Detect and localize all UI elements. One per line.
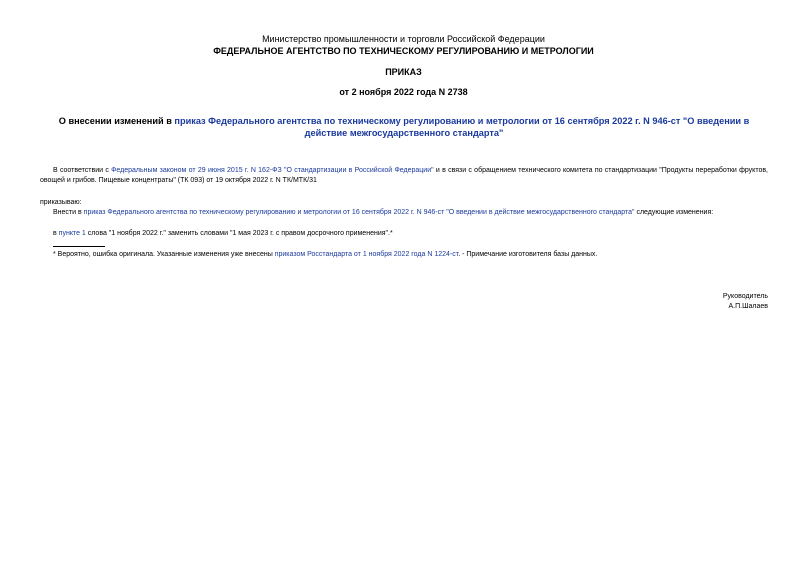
link-order-946-body[interactable]: приказ Федерального агентства по техническому регулированию и метрологии от 16 сентября 2022 г. N 946-ст "О введении в действие межгосударственного стандарта" [83, 209, 635, 216]
title-prefix: О внесении изменений в [58, 116, 175, 126]
doc-title [40, 116, 768, 139]
para2-prefix: Внести в [53, 209, 84, 216]
signature-name: А.П.Шалаев [728, 303, 768, 310]
orders-label: приказываю: [40, 199, 82, 206]
paragraph-amend [53, 208, 768, 218]
footnote-prefix: * Вероятно, ошибка оригинала. Указанные изменения уже внесены [53, 251, 275, 258]
footnote-suffix: . - Примечание изготовителя базы данных. [458, 251, 598, 258]
para1-prefix: В соответствии с [53, 167, 112, 174]
signature-position: Руководитель [722, 293, 768, 300]
doc-date-number: от 2 ноября 2022 года N 2738 [339, 87, 468, 97]
paragraph-change [53, 229, 768, 239]
footnote-divider [53, 246, 105, 247]
title-link-order-946[interactable]: приказ Федерального агентства по техническому регулированию и метрологии от 16 сентября 2022 г. N 946-ст "О введении в действие межгосударственного стандарта" [174, 116, 750, 138]
para1-suffix: и в связи с обращением технического комитета по стандартизации "Продукты переработки фруктов, овощей и грибов. Пищевые концентраты" (ТК 093) от 19 октября 2022 г. N ТК/МТК/31 [40, 167, 769, 184]
link-order-1224[interactable]: приказом Росстандарта от 1 ноября 2022 года N 1224-ст [274, 251, 459, 258]
doc-type: ПРИКАЗ [385, 67, 422, 77]
footnote [53, 250, 768, 260]
para3-suffix: слова "1 ноября 2022 г." заменить словами "1 мая 2023 г. с правом досрочного применения".* [85, 230, 393, 237]
para2-suffix: следующие изменения: [634, 209, 714, 216]
para3-prefix: в [53, 230, 59, 237]
ministry-name: Министерство промышленности и торговли Российской Федерации [262, 34, 545, 44]
link-point-1[interactable]: пункте 1 [58, 230, 86, 237]
agency-name: ФЕДЕРАЛЬНОЕ АГЕНТСТВО ПО ТЕХНИЧЕСКОМУ РЕГУЛИРОВАНИЮ И МЕТРОЛОГИИ [213, 46, 594, 56]
link-federal-law-162[interactable]: Федеральным законом от 29 июня 2015 г. N 162-ФЗ "О стандартизации в Российской Федерации" [111, 167, 434, 174]
paragraph-basis [40, 166, 768, 186]
